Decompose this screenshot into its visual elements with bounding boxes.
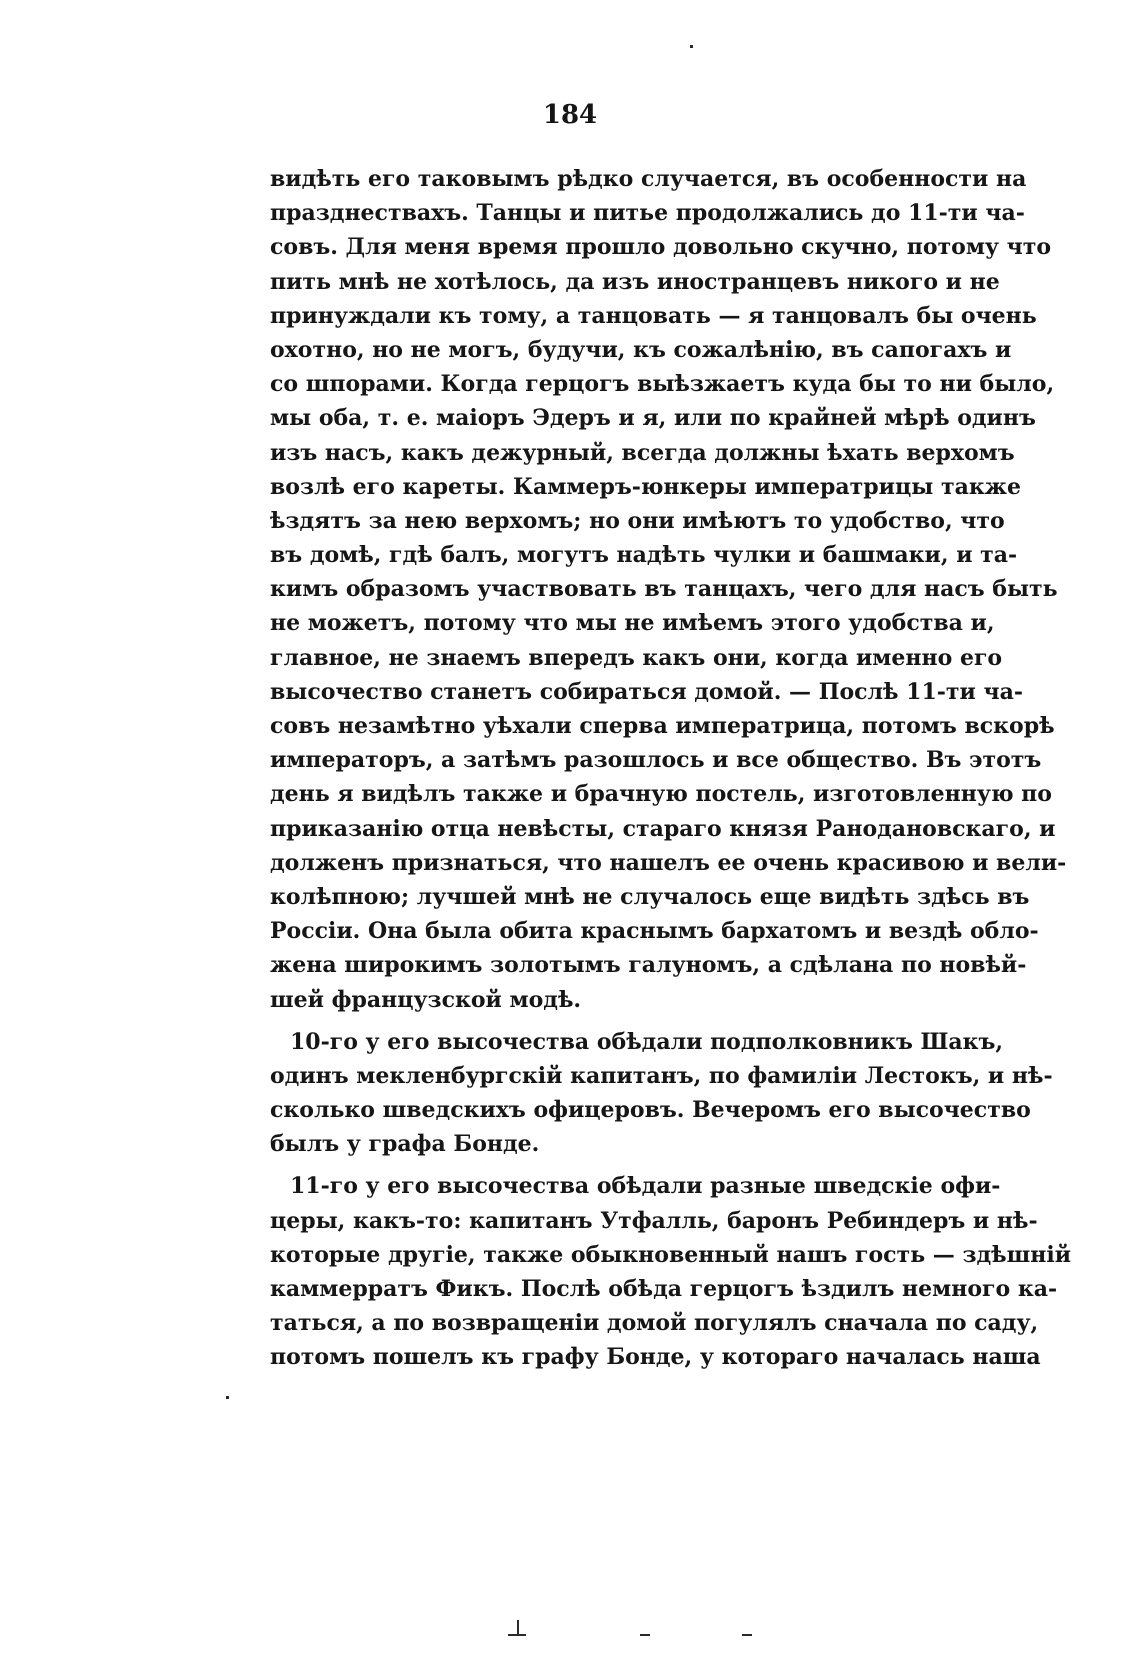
text-line: каммерратъ Фикъ. Послѣ обѣда герцогъ ѣздилъ немного ка- (270, 1276, 1058, 1302)
paragraph-1 (270, 162, 1067, 1017)
paragraph-3 (270, 1169, 1072, 1374)
text-line: Россіи. Она была обита краснымъ бархатомъ и вездѣ обло- (270, 918, 1039, 945)
scan-speck (517, 1620, 519, 1635)
scan-speck (640, 1634, 650, 1636)
text-line: потомъ пошелъ къ графу Бонде, у котораго началась наша (270, 1344, 1041, 1371)
text-line: день я видѣлъ также и брачную постель, изготовленную по (270, 781, 1052, 808)
text-line: пить мнѣ не хотѣлось, да изъ иностранцевъ никого и не (270, 268, 1000, 295)
scan-speck (690, 45, 693, 48)
text-line: видѣть его таковымъ рѣдко случается, въ особенности на (270, 166, 1027, 192)
text-line: былъ у графа Бонде. (270, 1131, 540, 1158)
text-line: изъ насъ, какъ дежурный, всегда должны ѣхать верхомъ (270, 439, 1015, 466)
text-line: совъ. Для меня время прошло довольно скучно, потому что (270, 234, 1052, 261)
paragraph-2 (270, 1025, 1053, 1162)
text-line: принуждали къ тому, а танцовать — я танцовалъ бы очень (270, 302, 1037, 329)
body-text (270, 162, 1072, 1375)
text-line: въ домѣ, гдѣ балъ, могутъ надѣть чулки и башмаки, и та- (270, 542, 1018, 569)
text-line: не можетъ, потому что мы не имѣемъ этого удобства и, (270, 610, 995, 637)
text-line: колѣпною; лучшей мнѣ не случалось еще видѣть здѣсь въ (270, 883, 1030, 910)
page-number: 184 (542, 100, 598, 130)
text-line: которые другіе, также обыкновенный нашъ гость — здѣшній (270, 1241, 1072, 1268)
text-line: императоръ, а затѣмъ разошлось и все общество. Въ этотъ (270, 747, 1042, 774)
text-line: жена широкимъ золотымъ галуномъ, а сдѣлана по новѣй- (270, 952, 1027, 979)
text-line: таться, а по возвращеніи домой погулялъ сначала по саду, (270, 1310, 1039, 1337)
text-line: совъ незамѣтно уѣхали сперва императрица, потомъ вскорѣ (270, 713, 1055, 739)
text-line: церы, какъ-то: капитанъ Утфалль, баронъ Ребиндеръ и нѣ- (270, 1207, 1038, 1234)
text-line: сколько шведскихъ офицеровъ. Вечеромъ его высочество (270, 1097, 1031, 1124)
text-line: шей французской модѣ. (270, 986, 582, 1013)
text-line: кимъ образомъ участвовать въ танцахъ, чего для насъ быть (270, 576, 1058, 603)
scan-speck (742, 1634, 752, 1636)
scan-speck (226, 1396, 229, 1399)
text-line: охотно, но не могъ, будучи, къ сожалѣнію, въ сапогахъ и (270, 336, 1012, 363)
text-line: долженъ признаться, что нашелъ ее очень красивою и вели- (270, 849, 1067, 876)
text-line: главное, не знаемъ впередъ какъ они, когда именно его (270, 644, 1003, 671)
text-line: 11-го у его высочества обѣдали разные шведскіе офи- (290, 1173, 1001, 1200)
text-line: мы оба, т. е. маіоръ Эдеръ и я, или по крайней мѣрѣ одинъ (270, 405, 1036, 432)
text-line: приказанію отца невѣсты, стараго князя Ранодановскаго, и (270, 815, 1056, 842)
paragraph-spacer (270, 1017, 988, 1025)
text-line: высочество станетъ собираться домой. — Послѣ 11-ти ча- (270, 678, 1024, 705)
text-line: со шпорами. Когда герцогъ выѣзжаетъ куда бы то ни было, (270, 371, 1055, 398)
text-line: одинъ мекленбургскій капитанъ, по фамиліи Лестокъ, и нѣ- (270, 1062, 1053, 1089)
text-line: возлѣ его кареты. Каммеръ-юнкеры императрицы также (270, 473, 1021, 500)
text-line: 10-го у его высочества обѣдали подполковникъ Шакъ, (290, 1028, 1004, 1055)
text-line: празднествахъ. Танцы и питье продолжались до 11-ти ча- (270, 200, 1025, 227)
paragraph-spacer (270, 1161, 988, 1169)
text-line: ѣздятъ за нею верхомъ; но они имѣютъ то удобство, что (270, 507, 1005, 534)
